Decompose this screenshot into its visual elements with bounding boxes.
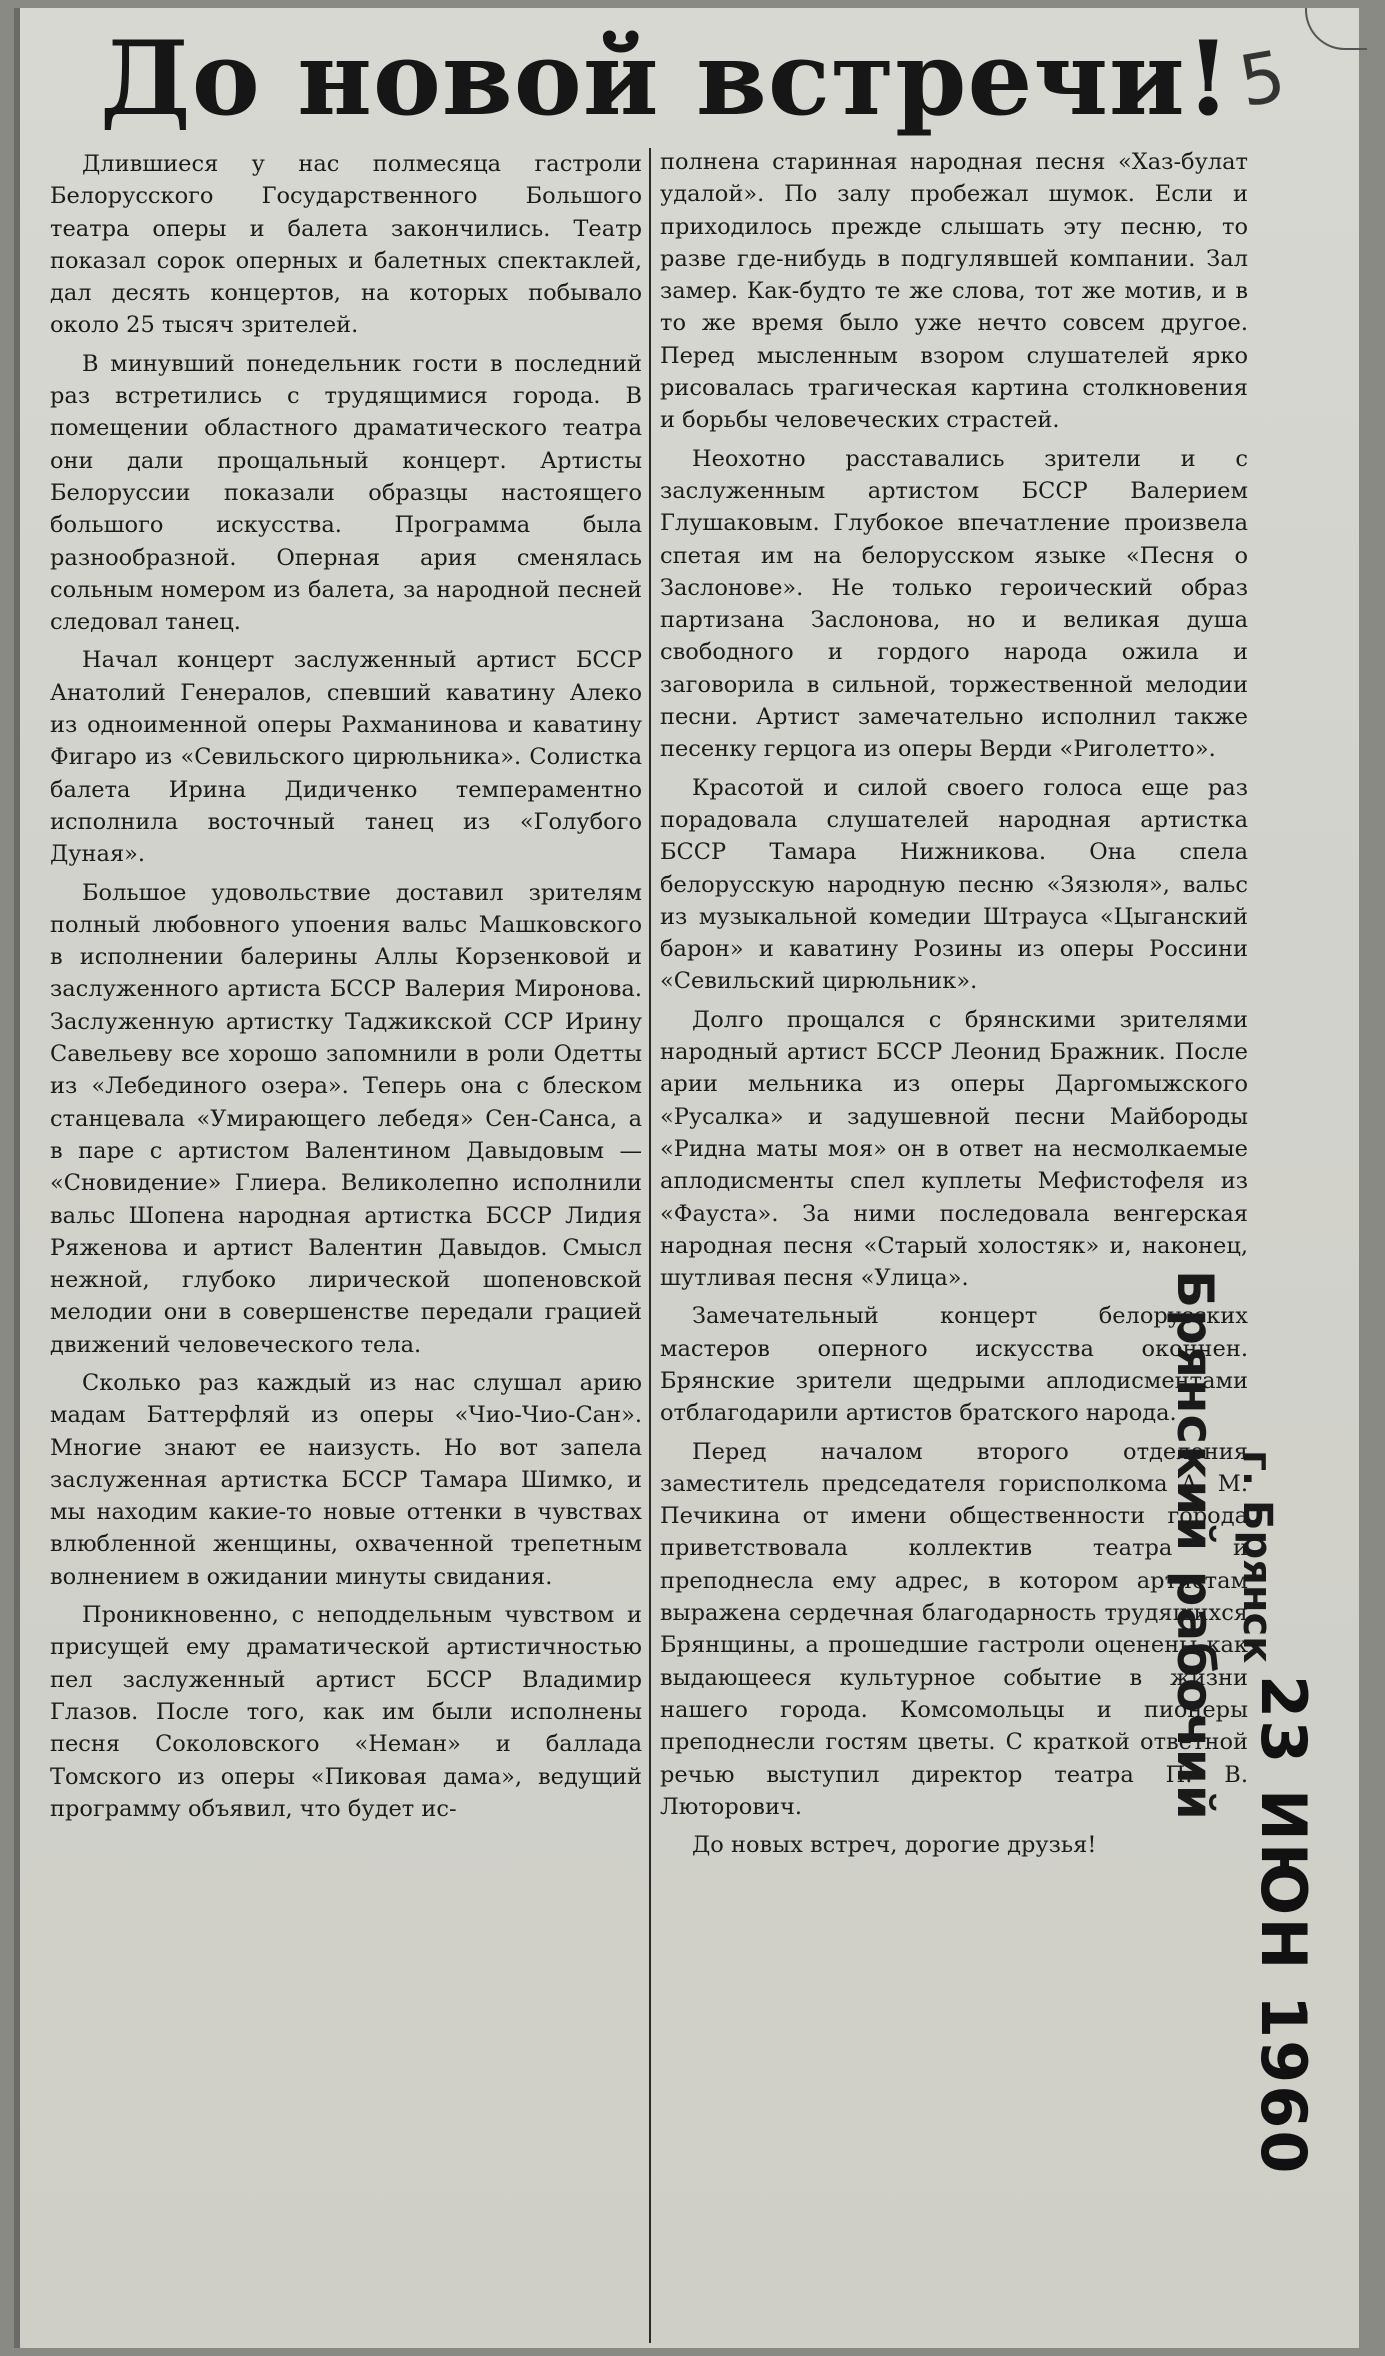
paragraph: Проникновенно, с неподдельным чувством и присущей ему драматической артистичностью пел заслуженный артист БССР Владимир Глазов. После того, как им были исполнены песня Соколовского «Неман» и баллада Томского из оперы «Пиковая дама», ведущий программу объявил, что будет ис- [50, 1602, 642, 1822]
article-headline: До новой встречи! [100, 19, 1232, 139]
paragraph: Долго прощался с брянскими зрителями народный артист БССР Леонид Бражник. После арии мельника из оперы Даргомыжского «Русалка» и задушевной песни Майбороды «Ридна маты моя» он в ответ на несмолкаемые аплодисменты спел куплеты Мефистофеля из «Фауста». За ними последовала венгерская народная песня «Старый холостяк» и, наконец, шутливая песня «Улица». [660, 1006, 1248, 1292]
paragraph: Замечательный концерт белорусских мастеров оперного искусства окончен. Брянские зрители щедрыми аплодисментами отблагодарили артистов братского народа. [660, 1303, 1248, 1427]
paragraph: Длившиеся у нас полмесяца гастроли Белорусского Государственного Большого театра оперы и балета закончились. Театр показал сорок оперных и балетных спектаклей, дал десять концертов, на которых побывало около 25 тысяч зрителей. [50, 151, 642, 339]
paragraph: Красотой и силой своего голоса еще раз порадовала слушателей народная артистка БССР Тамара Нижникова. Она спела белорусскую народную песню «Зязюля», вальс из музыкальной комедии Штрауса «Цыганский барон» и каватину Розины из оперы Россини «Севильский цирюльник». [660, 774, 1248, 995]
paragraph: В минувший понедельник гости в последний раз встретились с трудящимися города. В помещении областного драматического театра они дали прощальный концерт. Артисты Белоруссии показали образцы настоящего большого искусства. Программа была разнообразной. Оперная ария сменялась сольным номером из балета, за народной песней следовал танец. [50, 350, 642, 636]
newspaper-clipping [14, 8, 1359, 2348]
paragraph: Начал концерт заслуженный артист БССР Анатолий Генералов, спевший каватину Алеко из одноименной оперы Рахманинова и каватину Фигаро из «Севильского цирюльника». Солистка балета Ирина Дидиченко темпераментно исполнила восточный танец из «Голубого Дуная». [50, 647, 642, 868]
publication-name: Брянский рабочий [1166, 1270, 1224, 1821]
column-divider [649, 148, 651, 2343]
paragraph: Перед началом второго отделения заместитель председателя горисполкома А. М. Печикина от имени общественности города приветствовала коллектив театра и преподнесла ему адрес, в котором артистам выражена сердечная благодарность трудящихся Брянщины, а прошедшие гастроли оценены как выдающееся культурное событие в жизни нашего города. Комсомольцы и пионеры преподнесли гостям цветы. С краткой ответной речью выступил директор театра П. В. Люторович. [660, 1438, 1248, 1820]
corner-pencil-stroke [1305, 8, 1367, 50]
article-column-left [50, 148, 642, 1831]
paragraph: Большое удовольствие доставил зрителям полный любовного упоения вальс Машковского в исполнении балерины Аллы Корзенковой и заслуженного артиста БССР Валерия Миронова. Заслуженную артистку Таджикской ССР Ирину Савельеву все хорошо запомнили в роли Одетты из «Лебединого озера». Теперь она с блеском станцевала «Умирающего лебедя» Сен-Санса, а в паре с артистом Валентином Давыдовым — «Сновидение» Глиера. Великолепно исполнили вальс Шопена народная артистка БССР Лидия Ряженова и артист Валентин Давыдов. Смысл нежной, глубоко лирической шопеновской мелодии они в совершенстве передали грацией движений человеческого тела. [50, 879, 642, 1358]
paragraph: До новых встреч, дорогие друзья! [692, 1832, 1097, 1859]
paragraph: Неохотно расставались зрители и с заслуженным артистом БССР Валерием Глушаковым. Глубокое впечатление произвела спетая им на белорусском языке «Песня о Заслонове». Не только героический образ партизана Заслонова, но и великая душа свободного и гордого народа ожила и заговорила в сильной, торжественной мелодии песни. Артист замечательно исполнил также песенку герцога из оперы Верди «Риголетто». [660, 445, 1248, 763]
publication-city: г. Брянск [1234, 1450, 1280, 1664]
paragraph: полнена старинная народная песня «Хаз-булат удалой». По залу пробежал шумок. Если и приходилось прежде слышать эту песню, то разве где-нибудь в подгулявшей компании. Зал замер. Как-будто те же слова, тот же мотив, и в то же время было уже нечто совсем другое. Перед мысленным взором слушателей ярко рисовалась трагическая картина столкновения и борьбы человеческих страстей. [660, 149, 1248, 434]
margin-handwritten-mark: 5 [1233, 34, 1292, 124]
date-stamp: 23 ИЮН 1960 [1247, 1675, 1320, 2176]
paragraph: Сколько раз каждый из нас слушал арию мадам Баттерфляй из оперы «Чио-Чио-Сан». Многие знают ее наизусть. Но вот запела заслуженная артистка БССР Тамара Шимко, и мы находим какие-то новые оттенки в чувствах влюбленной женщины, охваченной трепетным волнением в ожидании минуты свидания. [50, 1369, 642, 1590]
